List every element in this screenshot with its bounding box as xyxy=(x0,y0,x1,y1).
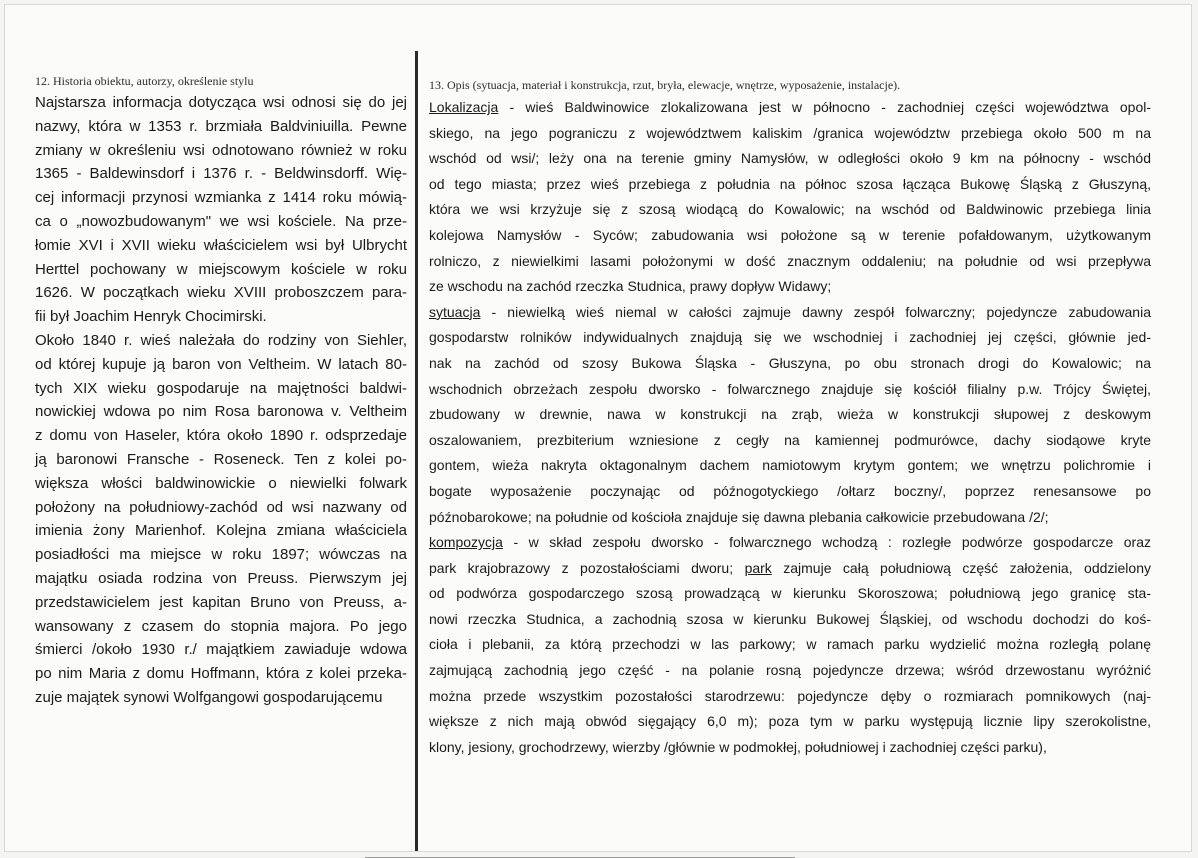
text-line: zbudowany w drewnie, nawa w konstrukcji na zrąb, wieża w konstrukcji słupowej z deskowym xyxy=(429,406,1151,423)
text-line: bogate wyposażenie poczynając od późnogotyckiego /ołtarz boczny/, poprzez renesansowe po xyxy=(429,482,1151,499)
text-line: zuje majątek synowi Wolfgangowi gospodarującemu xyxy=(35,688,383,706)
text-line: śmierci /około 1930 r./ majątkiem zawiaduje wdowa xyxy=(35,641,407,659)
column-divider xyxy=(415,51,418,851)
text-line xyxy=(429,530,1151,556)
text-line: Herttel pochowany w miejscowym kościele w roku xyxy=(35,260,407,278)
text-line: ze wschodu na zachód rzeczka Studnica, prawy dopływ Widawy; xyxy=(429,278,832,295)
text-line: z domu von Haseler, która około 1890 r. odsprzedaje xyxy=(35,427,407,445)
text-line: gontem, wieża nakryta oktagonalnym dachem namiotowym krytym gontem; we wnętrzu polichromie i xyxy=(429,457,1151,474)
description-text xyxy=(429,95,1151,760)
text-line: 1626. W początkach wieku XVIII proboszczem para- xyxy=(35,284,407,302)
text-fragment: - w skład zespołu dworsko - folwarcznego wchodzą : rozległe podwórze gospodarcze oraz xyxy=(502,534,1151,551)
text-line: skiego, na jego pograniczu z województwem kaliskim /granica województw przebiega około 500 m na xyxy=(429,124,1151,141)
text-line: fii był Joachim Henryk Chocimirski. xyxy=(35,308,267,326)
description-section xyxy=(429,77,1151,760)
text-line: tych XIX wieku gospodaruje na majętności baldwi- xyxy=(35,379,407,397)
text-line: łomie XVI i XVII wieku właścicielem wsi był Ulbrycht xyxy=(35,236,407,254)
text-line: nazwy, która w 1353 r. brzmiała Baldviniuilla. Pewne xyxy=(35,117,407,135)
history-text xyxy=(35,91,407,710)
text-line: większa włości baldwinowickie o niewielki folwark xyxy=(35,474,407,492)
text-line: nowi rzeczka Studnica, a zachodnią szosa w kierunku Bukowej Śląskiej, od wschodu dochodzi do koś- xyxy=(429,610,1151,627)
text-line: imienia żony Marienhof. Kolejna zmiana właściciela xyxy=(35,522,407,540)
text-line: ją baronowi Fransche - Roseneck. Ten z kolei po- xyxy=(35,450,407,468)
keyword-sytuacja: sytuacja xyxy=(429,303,481,320)
text-line: późnobarokowe; na południe od kościoła znajduje się dawna plebania całkowicie przebudowana /2/; xyxy=(429,508,1049,525)
text-line: cioła i plebanii, za którą przechodzi w las parkowy; w ramach parku wydzielić można rozległą polanę xyxy=(429,636,1151,653)
text-line: ca o „nowozbudowanym" we wsi kościele. Na prze- xyxy=(35,212,407,230)
text-line: oszalowaniem, prezbiterium wzniesione z cegły na kamiennej podmurówce, dachy siodąowe kryte xyxy=(429,431,1151,448)
text-line: po nim Maria z domu Hoffmann, która z kolei przeka- xyxy=(35,665,407,683)
text-line: rolniczo, z niewielkimi lasami położonymi w dość znacznym oddaleniu; na południe od wsi przepływa xyxy=(429,252,1151,269)
text-line: większe z nich mają obwód sięgający 6,0 m); poza tym w parku występują licznie lipy szerokolistne, xyxy=(429,713,1151,730)
keyword-lokalizacja: Lokalizacja xyxy=(429,99,499,115)
text-line: która we wsi krzyżuje się z szosą wiodącą do Kowalowic; na wschód od Baldwinowic przebiega linia xyxy=(429,201,1151,218)
text-line: nak na zachód od szosy Bukowa Śląska - Głuszyna, po obu stronach drogi do Kowalowic; na xyxy=(429,354,1151,371)
document-sheet xyxy=(4,4,1192,852)
text-line xyxy=(429,300,1151,326)
text-fragment: - niewielką wieś niemal w całości zajmuje dawny zespół folwarczny; pojedyncze zabudowania xyxy=(480,303,1151,320)
keyword-kompozycja: kompozycja xyxy=(429,534,503,551)
text-line: przedstawicielem jest kapitan Bruno von Preuss, a- xyxy=(35,593,407,611)
text-line: 1365 - Baldewinsdorf i 1376 r. - Beldwinsdorff. Wię- xyxy=(35,165,407,183)
text-line: od której kupuje ją baron von Veltheim. W latach 80- xyxy=(35,355,407,373)
text-fragment: - wieś Baldwinowice zlokalizowana jest w północno - zachodniej części województwa opol- xyxy=(498,99,1151,115)
text-line: klony, jesiony, grochodrzewy, wierzby /głównie w podmokłej, południowej i zachodniej części parku), xyxy=(429,738,1047,755)
history-heading: 12. Historia obiektu, autorzy, określenie stylu xyxy=(35,74,254,88)
description-heading: 13. Opis (sytuacja, materiał i konstrukcja, rzut, bryła, elewacje, wnętrze, wyposażenie, instalacje). xyxy=(429,78,901,92)
text-line: wschodnich obrzeżach zespołu dworsko - folwarcznego znajduje się kościół filialny p.w. Trójcy Świętej, xyxy=(429,380,1151,397)
text-line: gospodarstw rolników indywidualnych znajdują się we wschodniej i zachodniej jej części, głównie jed- xyxy=(429,329,1151,346)
text-line: od podwórza gospodarczego szosą prowadzącą w kierunku Skoroszowa; południową jego granicę sta- xyxy=(429,585,1151,602)
history-section xyxy=(35,73,407,710)
text-line: od tego miasta; przez wieś przebiega z południa na północ szosa łącząca Bukowę Śląską z Głuszyną, xyxy=(429,175,1151,192)
text-line xyxy=(429,95,1151,121)
text-line: Najstarsza informacja dotycząca wsi odnosi się do jej xyxy=(35,94,407,111)
keyword-park: park xyxy=(744,559,772,576)
text-line: zmiany w określeniu wsi odnotowano również w roku xyxy=(35,141,407,159)
text-line xyxy=(429,556,1151,582)
text-fragment: zajmuje całą południową część założenia, oddzielony xyxy=(771,559,1151,576)
text-line: nowickiej wdowa po nim Rosa baronowa v. Veltheim xyxy=(35,403,407,421)
text-line: cej informacji przynosi wzmianka z 1414 roku mówią- xyxy=(35,189,407,207)
text-line: majątku osiada rodzina von Preuss. Pierwszym jej xyxy=(35,569,407,587)
text-line: wschód od wsi/; leży ona na terenie gminy Namysłów, w odległości około 9 km na północny - wschód xyxy=(429,150,1151,167)
text-line: kolejowa Namysłów - Syców; zabudowania wsi położone są w terenie pofałdowanym, użytkowanym xyxy=(429,226,1151,243)
text-line: Około 1840 r. wieś należała do rodziny von Siehler, xyxy=(35,331,407,349)
text-line: można przede wszystkim pozostałości starodrzewu: pojedyncze dęby o rozmiarach pomnikowych (naj- xyxy=(429,687,1151,704)
text-line: posiadłości ma miejsce w roku 1897; wówczas na xyxy=(35,546,407,564)
text-line: zajmującą zachodnią jego część - na polanie rosną pojedyncze drzewa; wśród drzewostanu wyróżnić xyxy=(429,662,1151,679)
text-line: wansowany z czasem do stopnia majora. Po jego xyxy=(35,617,407,635)
text-line: położony na południowy-zachód od wsi nazwany od xyxy=(35,498,407,516)
text-fragment: park krajobrazowy z pozostałościami dworu; xyxy=(429,559,745,576)
